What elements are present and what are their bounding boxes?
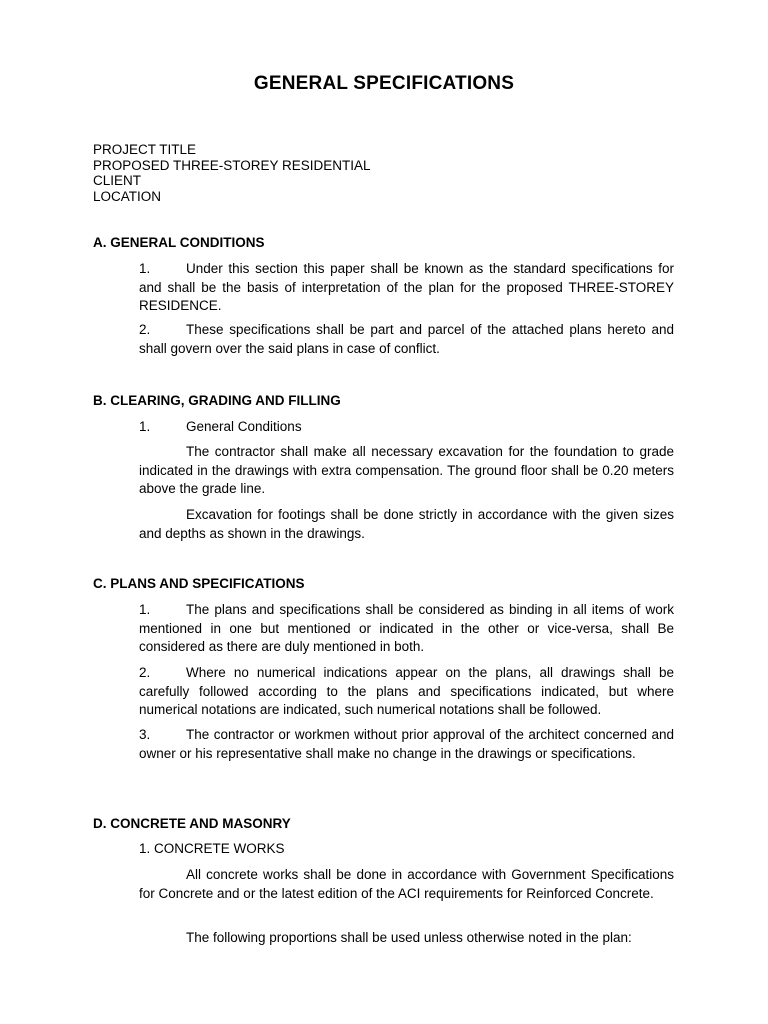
section-b-paragraph-1 [139, 443, 674, 499]
section-c-item-1 [139, 601, 674, 657]
item-number: 1. [139, 419, 151, 434]
paragraph-text: The contractor shall make all necessary excavation for the foundation to grade indicated in the drawings with extra compensation. The ground floor shall be 0.20 meters above the grade line. [139, 444, 674, 497]
section-d-paragraph-2 [139, 929, 674, 948]
section-c-item-2 [139, 664, 674, 720]
paragraph-text: All concrete works shall be done in accordance with Government Specifications for Concrete and or the latest edition of the ACI requirements for Reinforced Concrete. [139, 867, 674, 901]
item-number: 2. [139, 322, 151, 337]
item-text: Where no numerical indications appear on the plans, all drawings shall be carefully followed according to the plans and specifications indicated, but where numerical notations are indicated, such numerical notations shall be followed. [139, 665, 674, 718]
location-label: LOCATION [93, 188, 162, 204]
section-c-item-3 [139, 726, 674, 763]
section-b-heading: B. CLEARING, GRADING AND FILLING [93, 393, 341, 408]
item-number: 3. [139, 727, 151, 742]
document-title: GENERAL SPECIFICATIONS [253, 73, 515, 94]
item-text: The plans and specifications shall be considered as binding in all items of work mentioned in one but mentioned or indicated in the other or vice-versa, shall Be considered as there are duly mentioned in both. [139, 602, 674, 655]
item-text: Under this section this paper shall be known as the standard specifications for and shall be the basis of interpretation of the plan for the proposed THREE-STOREY RESIDENCE. [139, 261, 674, 314]
section-a-heading: A. GENERAL CONDITIONS [93, 235, 265, 250]
project-title-label: PROJECT TITLE [93, 142, 197, 157]
section-b-subheading [139, 419, 302, 434]
section-a-item-2 [139, 321, 674, 358]
paragraph-text: Excavation for footings shall be done strictly in accordance with the given sizes and depths as shown in the drawings. [139, 507, 674, 541]
section-a-item-1 [139, 260, 674, 316]
paragraph-text: The following proportions shall be used unless otherwise noted in the plan: [186, 930, 632, 945]
section-d-heading: D. CONCRETE AND MASONRY [93, 816, 291, 831]
item-text: These specifications shall be part and parcel of the attached plans hereto and shall govern over the said plans in case of conflict. [139, 322, 674, 356]
item-text: The contractor or workmen without prior approval of the architect concerned and owner or his representative shall make no change in the drawings or specifications. [139, 727, 674, 761]
project-name: PROPOSED THREE-STOREY RESIDENTIAL [93, 157, 371, 173]
section-d-subheading: 1. CONCRETE WORKS [139, 841, 285, 856]
item-number: 1. [139, 261, 151, 276]
section-d-paragraph-1 [139, 866, 674, 903]
client-label: CLIENT [93, 173, 142, 188]
section-c-heading: C. PLANS AND SPECIFICATIONS [93, 576, 305, 591]
subheading-label: General Conditions [186, 419, 302, 434]
section-b-paragraph-2 [139, 506, 674, 543]
item-number: 2. [139, 665, 151, 680]
project-info [93, 142, 371, 204]
item-number: 1. [139, 602, 151, 617]
